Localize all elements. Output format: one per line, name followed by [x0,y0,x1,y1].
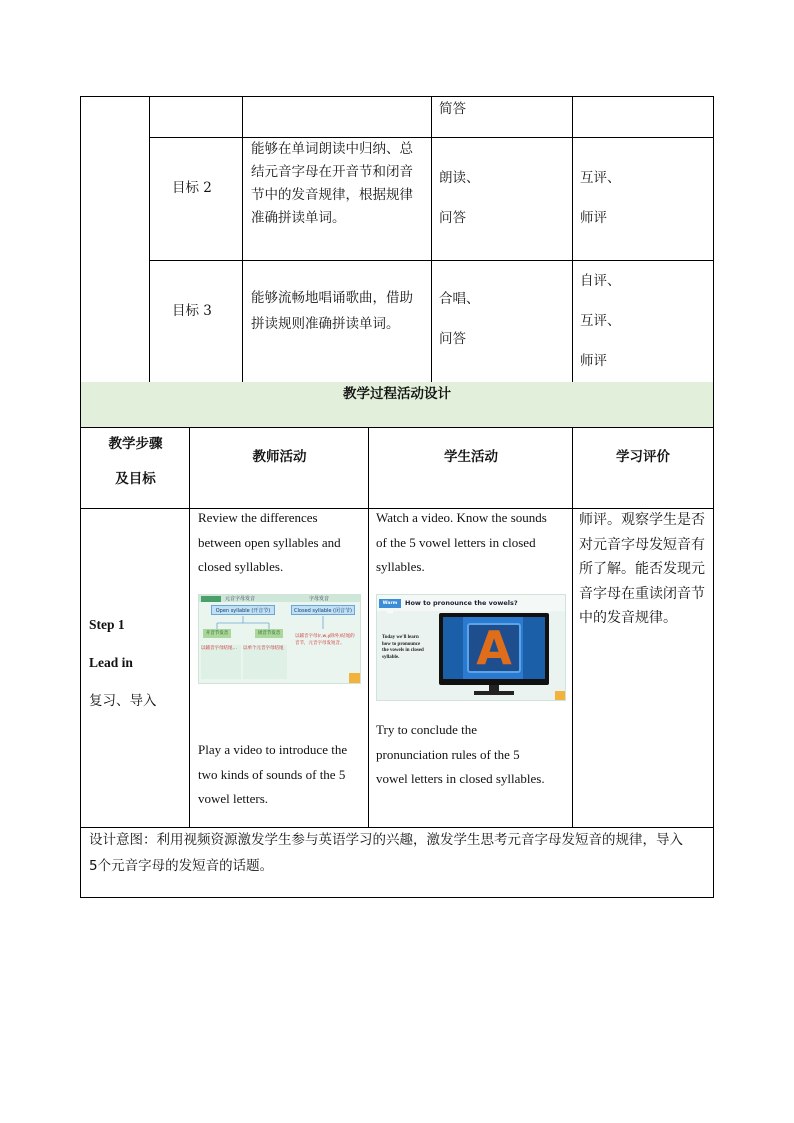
row2-eval-line: 师评 [580,353,607,369]
row1-desc-line: 结元音字母在开音节和闭音 [251,164,413,180]
slide1-note-r: 以辅音字母(r,w,y除外)结尾的音节，元音字母发短音。 [295,634,355,646]
header-eval: 学习评价 [616,449,670,465]
tv-screen-shade-left [443,617,463,679]
teacher-top-line: between open syllables and [198,534,341,550]
eval-line: 师评。观察学生是否 [579,512,705,528]
row1-desc-cell [242,137,432,261]
slide1-box-closed: Closed syllable (闭音节) [291,605,355,615]
row2-goal-text: 目标 3 [172,303,212,319]
tv-monitor [439,613,549,685]
design-intent-cell [80,827,714,898]
slide-thumbnail-syllables [198,594,361,684]
row2-desc-line: 拼读规则准确拼读单词。 [251,316,400,332]
slide2-title: How to pronounce the vowels? [405,599,518,607]
student-top-text [376,506,572,580]
row2-goal-cell [149,260,243,383]
row1-method-cell [431,137,573,261]
header-teacher: 教师活动 [252,449,307,465]
slide1-node-b: 闭音节发音 [255,629,283,638]
slide1-node-a: 开音节发音 [203,629,231,638]
row2-method-line: 问答 [439,331,466,347]
row1-desc-line: 节中的发音规律，根据规律 [251,187,413,203]
student-bottom-line: Try to conclude the [376,722,477,737]
row1-desc-line: 准确拼读单词。 [251,210,346,226]
tv-screen-shade-right [523,617,545,679]
step1-sub: Lead in [89,655,133,670]
slide2-caption-line: how to pronounce [382,641,421,647]
slide1-box-open: Open syllable (开音节) [211,605,275,615]
tv-base [474,691,514,695]
table-left-col [80,96,150,383]
row0-method-text: 简答 [439,101,466,117]
student-bottom-text [376,718,572,792]
design-intent-line: 5个元音字母的发短音的话题。 [89,858,274,874]
row2-desc-cell [242,260,432,383]
student-bottom-line: vowel letters in closed syllables. [376,771,545,786]
teacher-bottom-line: two kinds of sounds of the 5 [198,766,346,782]
student-top-line: Watch a video. Know the sounds [376,510,547,525]
teacher-top-text [198,506,368,580]
design-intent-line: 设计意图：利用视频资源激发学生参与英语学习的兴趣，激发学生思考元音字母发短音的规律，导入 [89,832,683,848]
row0-desc-cell [242,96,432,138]
slide1-note-2: 以单个元音字母结尾 [243,645,287,679]
row2-desc-line: 能够流畅地唱诵歌曲，借助 [251,290,413,306]
row2-eval-line: 自评、 [580,273,621,289]
student-top-line: of the 5 vowel letters in closed [376,534,536,550]
section-title: 教学过程活动设计 [343,386,451,402]
step1-student-cell [368,508,573,828]
slide1-note-1: 以辅音字母结尾… [201,645,241,679]
row1-eval-cell [572,137,714,261]
step1-cn: 复习、导入 [89,693,157,709]
header-step-line: 及目标 [115,471,156,487]
eval-line: 对元音字母发短音有 [579,536,705,553]
step1-name: Step 1 [89,617,125,632]
section-title-band [80,382,714,428]
row2-eval-cell [572,260,714,383]
header-teacher-cell [189,427,369,509]
slide2-caption-line: Today we'll learn [382,635,419,640]
eval-line: 音字母在重读闭音节 [579,585,705,602]
eval-line: 中的发音规律。 [579,610,677,626]
row1-method-line: 问答 [439,210,466,226]
step1-eval-cell [572,508,714,828]
teacher-bottom-line: vowel letters. [198,791,269,806]
row1-desc-line: 能够在单词朗读中归纳、总 [251,141,413,157]
header-student-cell [368,427,573,509]
teacher-bottom-line: Play a video to introduce the [198,742,348,757]
slide2-caption-line: the vowels in closed [382,648,424,653]
slide1-corner [349,673,361,684]
row2-eval-line: 互评、 [580,313,621,329]
slide1-title-right: 字母发音 [309,596,330,602]
slide1-title-left: 元音字母发音 [225,596,256,602]
teacher-top-line: Review the differences [198,510,318,525]
row1-eval-line: 师评 [580,210,607,226]
row1-method-line: 朗读、 [439,170,480,186]
slide2-caption-line: syllable. [382,654,400,660]
row1-goal-text: 目标 2 [172,180,212,196]
slide2-corner [555,691,566,701]
eval-line: 所了解。能否发现元 [579,561,705,577]
row1-goal-cell [149,137,243,261]
student-bottom-line: pronunciation rules of the 5 [376,746,520,762]
slide2-caption [382,635,444,661]
slide2-badge: Warm up [379,599,401,608]
row1-eval-line: 互评、 [580,170,621,186]
row2-method-line: 合唱、 [439,291,480,307]
slide-thumbnail-video [376,594,566,701]
header-eval-cell [572,427,714,509]
header-step-cell [80,427,190,509]
row2-method-cell [431,260,573,383]
teacher-bottom-text [198,738,370,812]
row0-eval-cell [572,96,714,138]
step1-step-cell [80,508,190,828]
row0-goal-cell [149,96,243,138]
student-top-line: syllables. [376,559,425,574]
teacher-top-line: closed syllables. [198,559,284,574]
header-student: 学生活动 [444,449,498,465]
row0-method-cell [431,96,573,138]
tv-screen [443,617,545,679]
step1-teacher-cell [189,508,369,828]
letter-a-character: A [476,621,512,675]
header-step-line: 教学步骤 [108,436,163,452]
